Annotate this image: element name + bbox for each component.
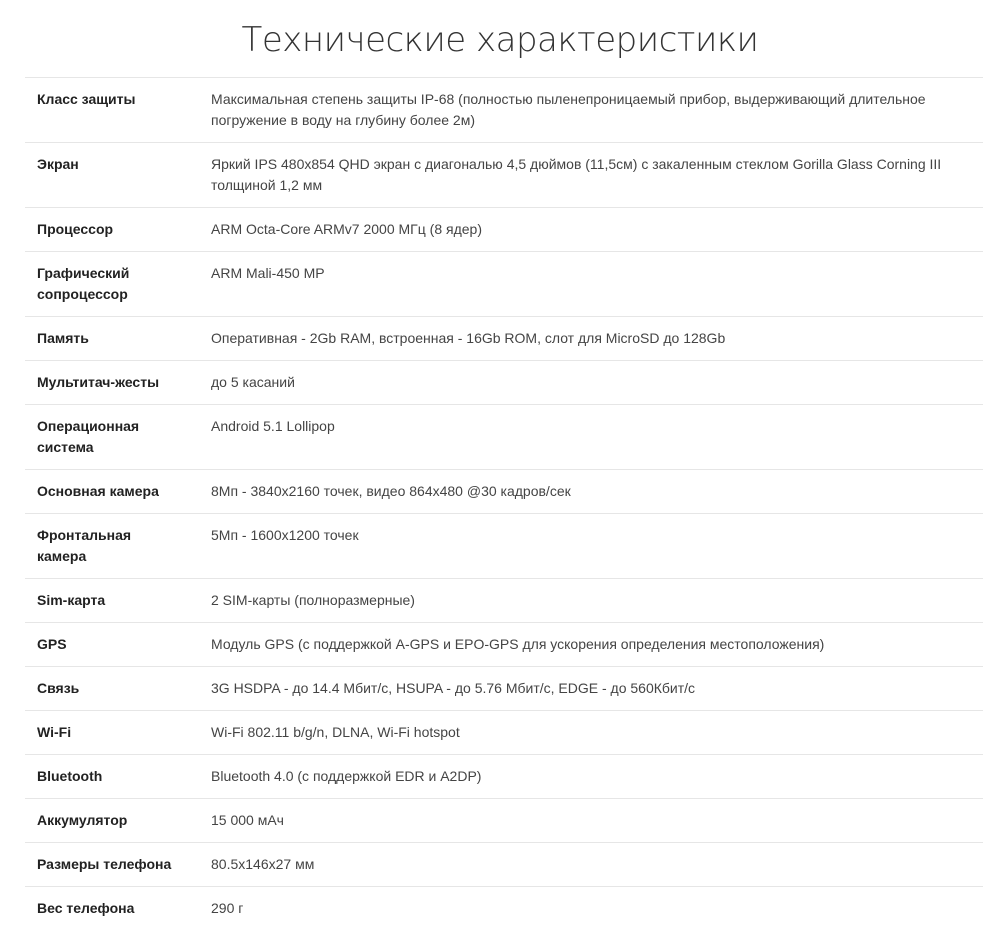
spec-label: Sim-карта [25, 579, 186, 623]
spec-value: Bluetooth 4.0 (с поддержкой EDR и A2DP) [186, 755, 983, 799]
spec-value: ARM Mali-450 MP [186, 252, 983, 317]
spec-label: Операционная система [25, 405, 186, 470]
spec-row [25, 317, 983, 361]
spec-label: Фронтальная камера [25, 514, 186, 579]
spec-value: Wi-Fi 802.11 b/g/n, DLNA, Wi-Fi hotspot [186, 711, 983, 755]
spec-value: 80.5x146x27 мм [186, 843, 983, 887]
spec-label: Процессор [25, 208, 186, 252]
spec-value: до 5 касаний [186, 361, 983, 405]
spec-value: 15 000 мАч [186, 799, 983, 843]
spec-label: Основная камера [25, 470, 186, 514]
spec-row [25, 252, 983, 317]
spec-label: Аккумулятор [25, 799, 186, 843]
spec-row [25, 623, 983, 667]
spec-label: Размеры телефона [25, 843, 186, 887]
spec-label: Bluetooth [25, 755, 186, 799]
spec-value: 290 г [186, 887, 983, 930]
spec-label: Вес телефона [25, 887, 186, 930]
spec-label: Экран [25, 143, 186, 208]
spec-label: Память [25, 317, 186, 361]
spec-row [25, 470, 983, 514]
spec-label: Графический сопроцессор [25, 252, 186, 317]
spec-value: Android 5.1 Lollipop [186, 405, 983, 470]
spec-row [25, 711, 983, 755]
spec-row [25, 78, 983, 143]
spec-value: Яркий IPS 480x854 QHD экран с диагональю 4,5 дюймов (11,5см) с закаленным стеклом Gorilla Glass Corning III толщиной 1,2 мм [186, 143, 983, 208]
spec-row [25, 755, 983, 799]
spec-row [25, 799, 983, 843]
spec-value: 3G HSDPA - до 14.4 Мбит/с, HSUPA - до 5.76 Мбит/с, EDGE - до 560Кбит/с [186, 667, 983, 711]
spec-row [25, 361, 983, 405]
spec-value: Оперативная - 2Gb RAM, встроенная - 16Gb ROM, слот для MicroSD до 128Gb [186, 317, 983, 361]
spec-value: 5Мп - 1600x1200 точек [186, 514, 983, 579]
spec-row [25, 143, 983, 208]
spec-value: 8Мп - 3840x2160 точек, видео 864x480 @30 кадров/сек [186, 470, 983, 514]
spec-row [25, 887, 983, 930]
spec-value: ARM Octa-Core ARMv7 2000 МГц (8 ядер) [186, 208, 983, 252]
spec-row [25, 405, 983, 470]
spec-row [25, 514, 983, 579]
spec-row [25, 208, 983, 252]
spec-label: Класс защиты [25, 78, 186, 143]
specs-table [25, 77, 983, 930]
spec-value: 2 SIM-карты (полноразмерные) [186, 579, 983, 623]
spec-label: Связь [25, 667, 186, 711]
spec-value: Максимальная степень защиты IP-68 (полностью пыленепроницаемый прибор, выдерживающий длительное погружение в воду на глубину более 2м) [186, 78, 983, 143]
spec-label: Wi-Fi [25, 711, 186, 755]
spec-label: Мультитач-жесты [25, 361, 186, 405]
spec-row [25, 843, 983, 887]
page-title: Технические характеристики [0, 0, 1000, 78]
spec-row [25, 667, 983, 711]
spec-label: GPS [25, 623, 186, 667]
spec-value: Модуль GPS (с поддержкой A-GPS и EPO-GPS для ускорения определения местоположения) [186, 623, 983, 667]
spec-row [25, 579, 983, 623]
